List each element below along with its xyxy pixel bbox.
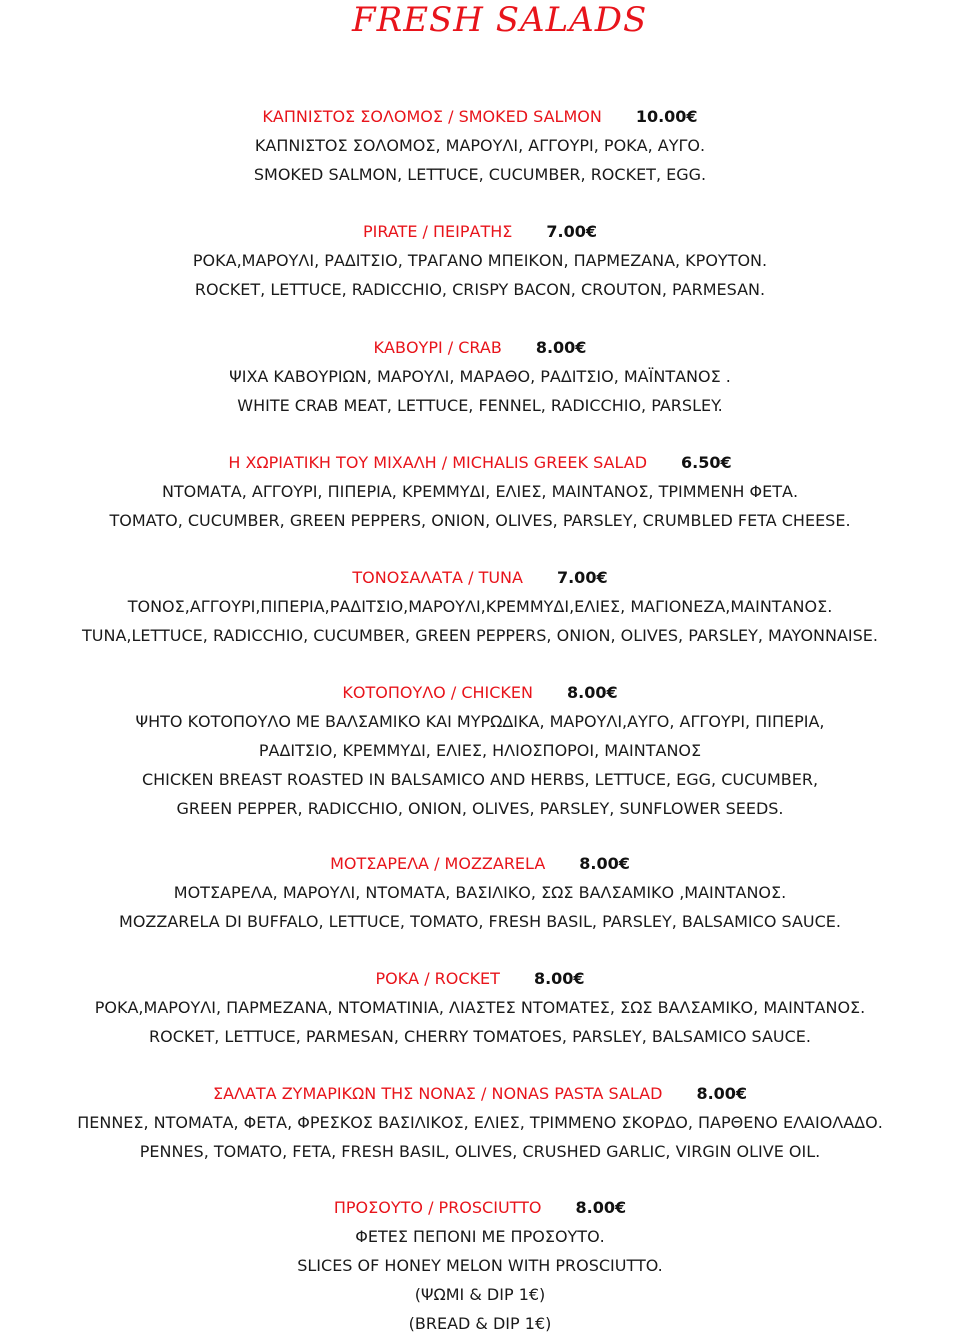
item-name: ΣΑΛΑΤΑ ΖΥΜΑΡΙΚΩΝ ΤΗΣ ΝΟΝΑΣ / NONAS PASTA SALAD (212, 1084, 663, 1103)
item-description: SMOKED SALMON, LETTUCE, CUCUMBER, ROCKET, EGG. (253, 165, 707, 184)
item-description: ΨΗΤΟ ΚΟΤΟΠΟΥΛΟ ΜΕ ΒΑΛΣΑΜΙΚΟ ΚΑΙ ΜΥΡΩΔΙΚΑ, ΜΑΡΟΥΛΙ,ΑΥΓΟ, ΑΓΓΟΥΡΙ, ΠΙΠΕΡΙΑ, (135, 712, 825, 731)
item-description: ΜΟΤΣΑΡΕΛΑ, ΜΑΡΟΥΛΙ, ΝΤΟΜΑΤΑ, ΒΑΣΙΛΙΚΟ, ΣΩΣ ΒΑΛΣΑΜΙΚΟ ,ΜΑΙΝΤΑΝΟΣ. (173, 883, 787, 902)
menu-item-heading (0, 1197, 960, 1219)
item-name: ΤΟΝΟΣΑΛΑΤΑ / TUNA (352, 568, 523, 587)
item-price: 7.00€ (556, 568, 608, 587)
menu-item-heading (0, 1083, 960, 1105)
item-name: ΡΟΚΑ / ROCKET (375, 969, 500, 988)
item-price: 6.50€ (681, 453, 732, 472)
item-description: ΤΟΝΟΣ,ΑΓΓΟΥΡΙ,ΠΙΠΕΡΙΑ,ΡΑΔΙΤΣΙΟ,ΜΑΡΟΥΛΙ,ΚΡΕΜΜΥΔΙ,ΕΛΙΕΣ, ΜΑΓΙΟΝΕΖΑ,ΜΑΙΝΤΑΝΟΣ. (127, 597, 833, 616)
item-description: SLICES OF HONEY MELON WITH PROSCIUTTO. (297, 1256, 663, 1275)
item-description: TUNA,LETTUCE, RADICCHIO, CUCUMBER, GREEN PEPPERS, ONION, OLIVES, PARSLEY, MAYONNAISE. (82, 626, 878, 645)
item-price: 8.00€ (533, 969, 585, 988)
item-description: PENNES, TOMATO, FETA, FRESH BASIL, OLIVES, CRUSHED GARLIC, VIRGIN OLIVE OIL. (139, 1142, 821, 1161)
item-description: TOMATO, CUCUMBER, GREEN PEPPERS, ONION, OLIVES, PARSLEY, CRUMBLED FETA CHEESE. (109, 511, 851, 530)
item-description: ΠΕΝΝΕΣ, ΝΤΟΜΑΤΑ, ΦΕΤΑ, ΦΡΕΣΚΟΣ ΒΑΣΙΛΙΚΟΣ, ΕΛΙΕΣ, ΤΡΙΜΜΕΝΟ ΣΚΟΡΔΟ, ΠΑΡΘΕΝΟ ΕΛΑΙΟΛΑΔΟ. (77, 1113, 883, 1132)
item-description: ΡΑΔΙΤΣΙΟ, ΚΡΕΜΜΥΔΙ, ΕΛΙΕΣ, ΗΛΙΟΣΠΟΡΟΙ, ΜΑΙΝΤΑΝΟΣ (258, 741, 702, 760)
item-description: ROCKET, LETTUCE, PARMESAN, CHERRY TOMATOES, PARSLEY, BALSAMICO SAUCE. (149, 1027, 811, 1046)
item-description: ΝΤΟΜΑΤΑ, ΑΓΓΟΥΡΙ, ΠΙΠΕΡΙΑ, ΚΡΕΜΜΥΔΙ, ΕΛΙΕΣ, ΜΑΙΝΤΑΝΟΣ, ΤΡΙΜΜΕΝΗ ΦΕΤΑ. (161, 482, 799, 501)
item-name: ΚΑΒΟΥΡΙ / CRAB (373, 338, 502, 357)
menu-item-heading (0, 106, 960, 128)
item-price: 10.00€ (635, 107, 698, 126)
item-price: 8.00€ (535, 338, 587, 357)
item-description: GREEN PEPPER, RADICCHIO, ONION, OLIVES, PARSLEY, SUNFLOWER SEEDS. (176, 799, 784, 818)
menu-item-heading (0, 221, 960, 243)
item-description: WHITE CRAB MEAT, LETTUCE, FENNEL, RADICCHIO, PARSLEY. (237, 396, 723, 415)
item-description: ΡΟΚΑ,ΜΑΡΟΥΛΙ, ΡΑΔΙΤΣΙΟ, ΤΡΑΓΑΝΟ ΜΠΕΙΚΟΝ, ΠΑΡΜΕΖΑΝΑ, ΚΡΟΥΤΟΝ. (192, 251, 768, 270)
menu-item-heading (0, 452, 960, 474)
item-description: ROCKET, LETTUCE, RADICCHIO, CRISPY BACON, CROUTON, PARMESAN. (194, 280, 766, 299)
item-price: 7.00€ (546, 222, 597, 241)
menu-item-heading (0, 682, 960, 704)
menu-item-heading (0, 968, 960, 990)
item-price: 8.00€ (579, 854, 630, 873)
menu-item-heading (0, 853, 960, 875)
page-title: FRESH SALADS (352, 0, 648, 40)
item-name: ΚΟΤΟΠΟΥΛΟ / CHICKEN (342, 683, 533, 702)
item-description: MOZZARELA DI BUFFALO, LETTUCE, TOMATO, FRESH BASIL, PARSLEY, BALSAMICO SAUCE. (119, 912, 841, 931)
item-name: PIRATE / ΠΕΙΡΑΤΗΣ (363, 222, 513, 241)
footer-note: (ΨΩΜΙ & DIP 1€) (414, 1285, 546, 1304)
item-description: ΦΕΤΕΣ ΠΕΠΟΝΙ ΜΕ ΠΡΟΣΟΥΤΟ. (355, 1227, 605, 1246)
item-description: CHICKEN BREAST ROASTED IN BALSAMICO AND HERBS, LETTUCE, EGG, CUCUMBER, (141, 770, 819, 789)
item-description: ΡΟΚΑ,ΜΑΡΟΥΛΙ, ΠΑΡΜΕΖΑΝΑ, ΝΤΟΜΑΤΙΝΙΑ, ΛΙΑΣΤΕΣ ΝΤΟΜΑΤΕΣ, ΣΩΣ ΒΑΛΣΑΜΙΚΟ, ΜΑΙΝΤΑΝΟΣ. (94, 998, 866, 1017)
menu-item-heading (0, 337, 960, 359)
item-price: 8.00€ (575, 1198, 627, 1217)
item-description: ΚΑΠΝΙΣΤΟΣ ΣΟΛΟΜΟΣ, ΜΑΡΟΥΛΙ, ΑΓΓΟΥΡΙ, ΡΟΚΑ, ΑΥΓΟ. (254, 136, 706, 155)
item-name: Η ΧΩΡΙΑΤΙΚΗ ΤΟΥ ΜΙΧΑΛΗ / MICHALIS GREEK SALAD (228, 453, 648, 472)
item-description: ΨΙΧΑ ΚΑΒΟΥΡΙΩΝ, ΜΑΡΟΥΛΙ, ΜΑΡΑΘΟ, ΡΑΔΙΤΣΙΟ, ΜΑΪΝΤΑΝΟΣ . (229, 367, 731, 386)
item-name: ΠΡΟΣΟΥΤΟ / PROSCIUTTO (333, 1198, 542, 1217)
item-name: ΚΑΠΝΙΣΤΟΣ ΣΟΛΟΜΟΣ / SMOKED SALMON (262, 107, 602, 126)
item-name: ΜΟΤΣΑΡΕΛΑ / MOZZARELA (330, 854, 546, 873)
item-price: 8.00€ (567, 683, 618, 702)
item-price: 8.00€ (696, 1084, 748, 1103)
footer-note: (BREAD & DIP 1€) (408, 1314, 552, 1333)
menu-item-heading (0, 567, 960, 589)
